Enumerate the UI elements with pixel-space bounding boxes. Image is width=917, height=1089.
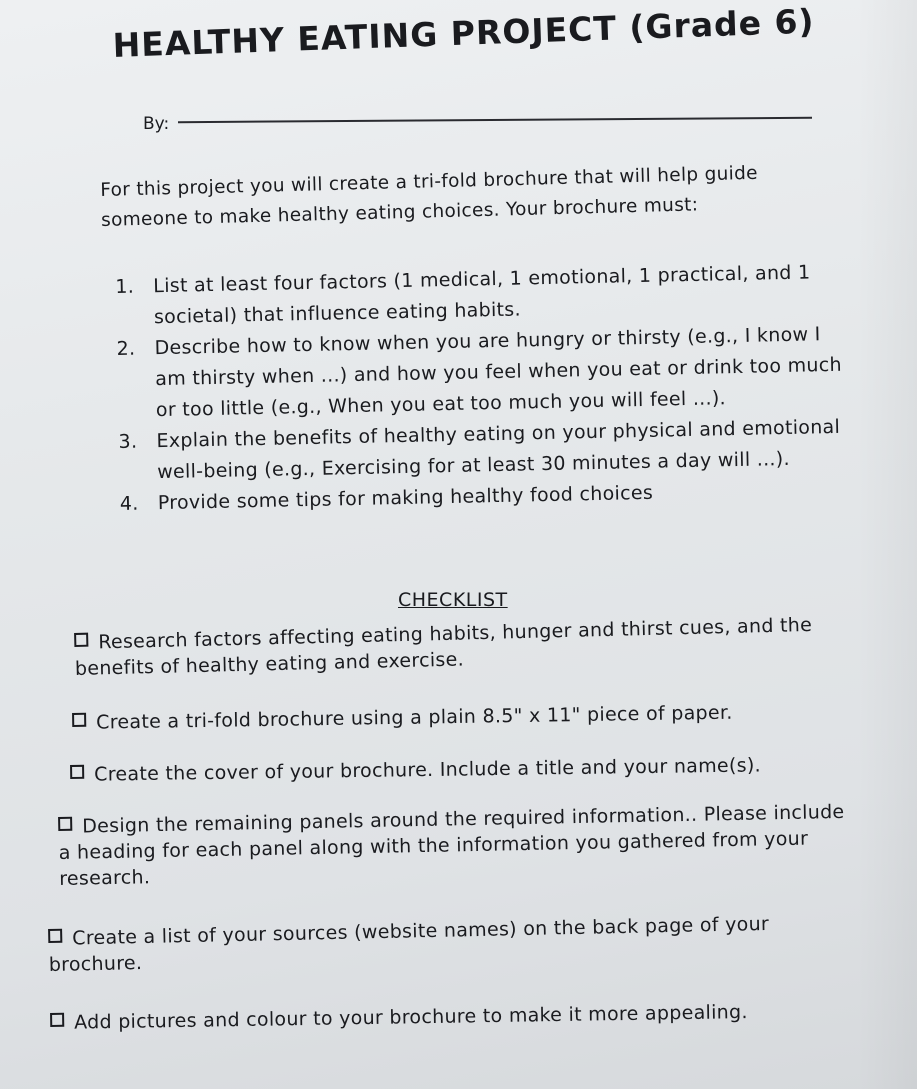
requirement-text: List at least four factors (1 medical, 1 emotional, 1 practical, and 1 societal) that influence eating habits. <box>153 261 811 329</box>
page-title: HEALTHY EATING PROJECT (Grade 6) <box>112 1 816 65</box>
checklist-item <box>72 698 832 736</box>
checkbox-icon[interactable] <box>48 929 62 943</box>
checkbox-icon[interactable] <box>50 1013 64 1027</box>
checklist-item <box>50 997 870 1036</box>
checklist-item-text: Design the remaining panels around the required information.. Please include a heading for each panel along with the information you gathered from your research. <box>58 800 845 890</box>
name-blank-line <box>178 117 812 123</box>
checklist-item <box>74 611 835 682</box>
checklist-item <box>70 751 860 788</box>
checklist-item-text: Create a list of your sources (website names) on the back page of your brochure. <box>48 912 770 976</box>
requirement-item <box>116 318 858 426</box>
requirement-number: 2. <box>116 337 136 360</box>
checkbox-icon[interactable] <box>74 633 88 647</box>
checklist-item-text: Create a tri-fold brochure using a plain 8.5" x 11" piece of paper. <box>96 701 733 734</box>
checklist-item-text: Add pictures and colour to your brochure to make it more appealing. <box>74 1001 748 1034</box>
checklist-item-text: Research factors affecting eating habits, hunger and thirst cues, and the benefits of healthy eating and exercise. <box>74 613 813 680</box>
checklist-heading: CHECKLIST <box>398 589 508 611</box>
requirements-list <box>115 257 860 520</box>
checkbox-icon[interactable] <box>70 765 84 779</box>
paper-shadow <box>857 0 917 1089</box>
requirement-number: 1. <box>115 275 135 298</box>
checkbox-icon[interactable] <box>72 713 86 727</box>
checklist-item <box>58 799 859 892</box>
checklist-item <box>48 909 839 978</box>
checklist-item-text: Create the cover of your brochure. Include a title and your name(s). <box>94 754 762 786</box>
by-label: By: <box>143 114 170 134</box>
requirement-text: Explain the benefits of healthy eating on your physical and emotional well-being (e.g., Exercising for at least 30 minutes a day will ...). <box>156 415 841 484</box>
requirement-text: Describe how to know when you are hungry or thirsty (e.g., I know I am thirsty when ...) and how you feel when you eat or drink too much or too little (e.g., When you eat too much you will feel ...). <box>154 323 843 422</box>
requirement-number: 3. <box>118 430 138 453</box>
requirement-text: Provide some tips for making healthy food choices <box>157 481 654 515</box>
checkbox-icon[interactable] <box>58 817 72 831</box>
requirement-number: 4. <box>119 492 139 515</box>
intro-paragraph: For this project you will create a tri-fold brochure that will help guide someone to make healthy eating choices. Your brochure must: <box>100 162 759 231</box>
